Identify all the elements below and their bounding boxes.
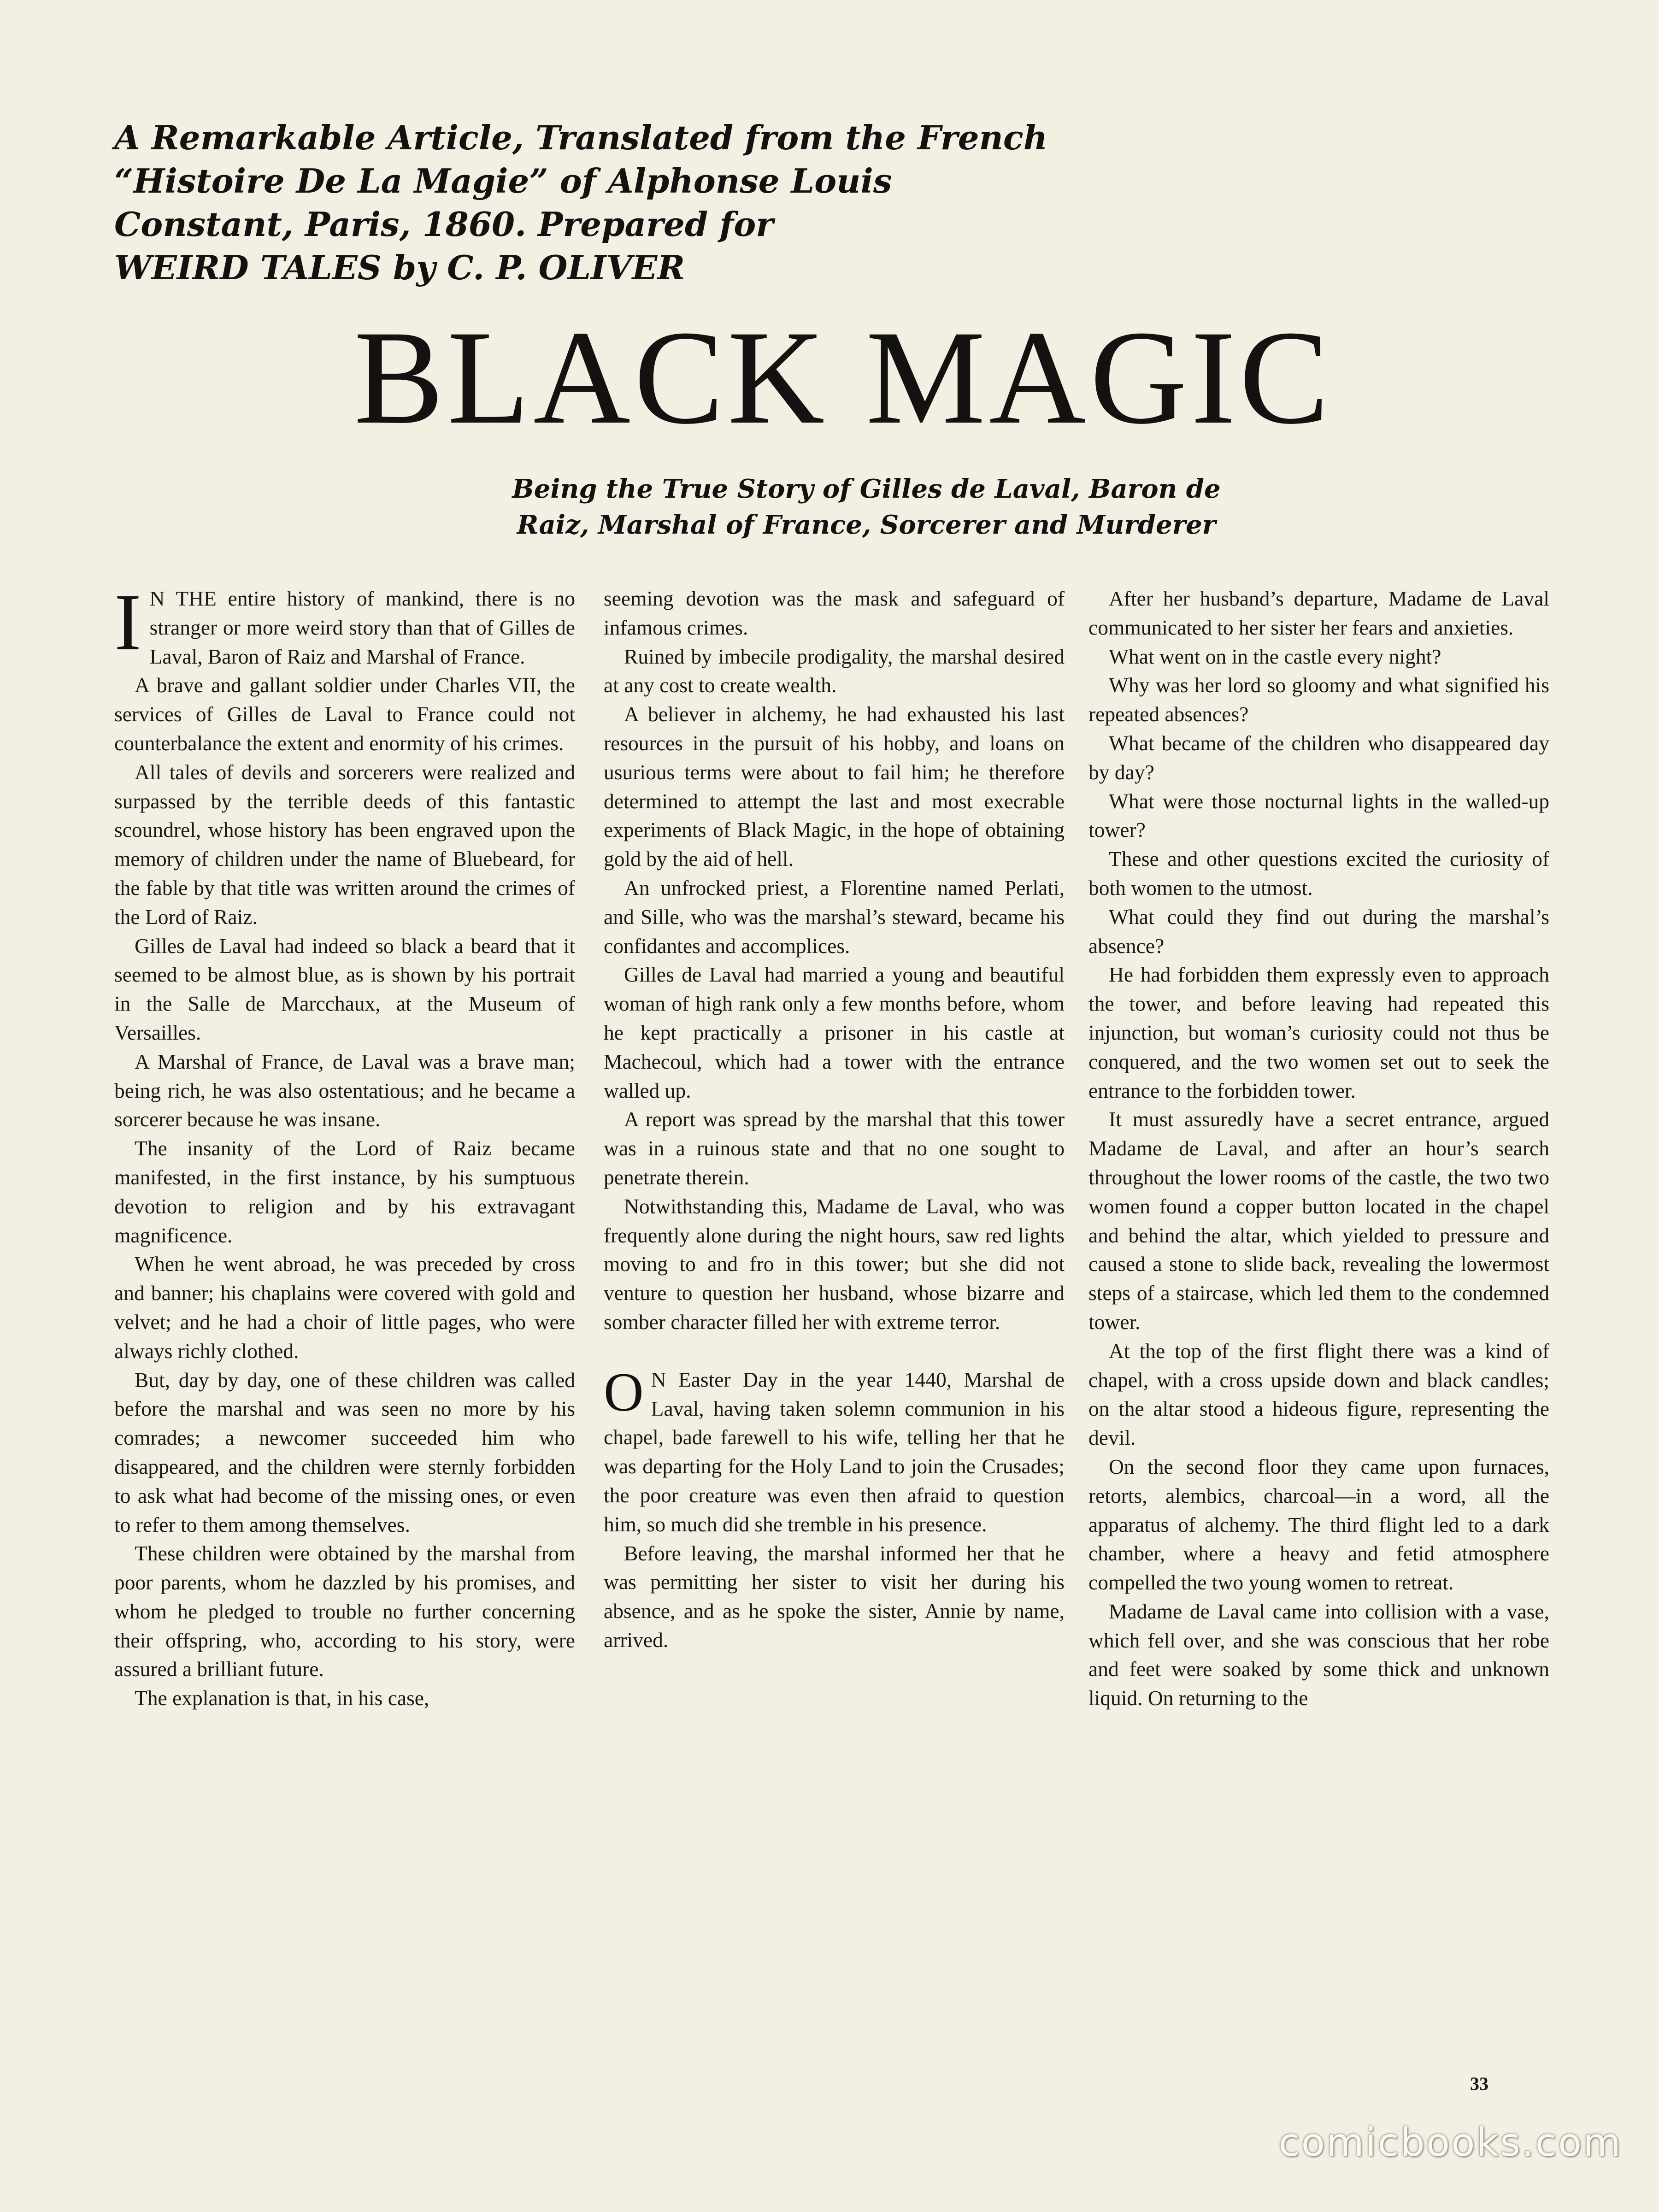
text-column-1 (114, 577, 575, 1713)
paragraph: Before leaving, the marshal informed her that he was permitting her sister to visit her during his absence, and as he spoke the sister, Annie by name, arrived. (604, 1541, 1065, 1652)
paragraph: What were those nocturnal lights in the walled-up tower? (1088, 789, 1549, 842)
article-title: BLACK MAGIC (353, 303, 1333, 452)
intro-blurb (114, 116, 1266, 289)
paragraph: What became of the children who disappeared day by day? (1088, 731, 1549, 784)
paragraph: What could they find out during the marshal’s absence? (1088, 905, 1549, 958)
paragraph: A believer in alchemy, he had exhausted his last resources in the pursuit of his hobby, and loans on usurious terms were about to fail him; he therefore determined to attempt the last and most execrable experiments of Black Magic, in the hope of obtaining gold by the aid of hell. (604, 702, 1065, 871)
paragraph: Gilles de Laval had married a young and beautiful woman of high rank only a few months before, whom he kept practically a prisoner in his castle at Machecoul, which had a tower with the entrance walled up. (604, 963, 1065, 1102)
subtitle-line: Raiz, Marshal of France, Sorcerer and Murderer (517, 510, 1216, 540)
page-number: 33 (1470, 2073, 1488, 2094)
paragraph: It must assuredly have a secret entrance, argued Madame de Laval, and after an hour’s search throughout the lower rooms of the castle, the two two women found a copper button located in the chapel and behind the altar, which yielded to pressure and caused a stone to slide back, revealing the lowermost steps of a staircase, which led them to the condemned tower. (1088, 1107, 1549, 1334)
text-column-2 (604, 584, 1065, 1655)
paragraph: These children were obtained by the marshal from poor parents, whom he dazzled by his promises, and whom he pledged to trouble no further concerning their offspring, who, according to his story, were assured a brilliant future. (114, 1541, 575, 1681)
article-subtitle (406, 471, 1327, 543)
paragraph: What went on in the castle every night? (1109, 644, 1441, 668)
watermark-logo: comicbooks.com (1278, 2120, 1622, 2165)
subtitle-line: Being the True Story of Gilles de Laval, Baron de (512, 474, 1221, 504)
paragraph: The insanity of the Lord of Raiz became manifested, in the first instance, by his sumptuous devotion to religion and by his extravagant magnificence. (114, 1136, 575, 1247)
paragraph: After her husband’s departure, Madame de Laval communicated to her sister her fears and anxieties. (1088, 587, 1549, 639)
intro-line: “Histoire De La Magie” of Alphonse Louis (114, 161, 892, 200)
paragraph: A report was spread by the marshal that this tower was in a ruinous state and that no one sought to penetrate therein. (604, 1107, 1065, 1189)
section-break (604, 1361, 1065, 1539)
paragraph: These and other questions excited the curiosity of both women to the utmost. (1088, 847, 1549, 900)
drop-cap: I (114, 577, 141, 667)
paragraph: seeming devotion was the mask and safeguard of infamous crimes. (604, 587, 1065, 639)
intro-line: WEIRD TALES by C. P. OLIVER (114, 248, 685, 287)
paragraph: An unfrocked priest, a Florentine named Perlati, and Sille, who was the marshal’s steward, became his confidantes and accomplices. (604, 876, 1065, 958)
paragraph: Madame de Laval came into collision with a vase, which fell over, and she was conscious that her robe and feet were soaked by some thick and unknown liquid. On returning to the (1088, 1599, 1549, 1710)
paragraph: The explanation is that, in his case, (135, 1686, 429, 1710)
paragraph: A brave and gallant soldier under Charles VII, the services of Gilles de Laval to France could not counterbalance the extent and enormity of his crimes. (114, 673, 575, 755)
paragraph: Why was her lord so gloomy and what signified his repeated absences? (1088, 673, 1549, 726)
paragraph: He had forbidden them expressly even to approach the tower, and before leaving had repeated this injunction, but woman’s curiosity could not thus be conquered, and the two women set out to seek the entrance to the forbidden tower. (1088, 963, 1549, 1102)
paragraph: Ruined by imbecile prodigality, the marshal desired at any cost to create wealth. (604, 644, 1065, 697)
intro-line: A Remarkable Article, Translated from the French (114, 118, 1048, 157)
paragraph: Gilles de Laval had indeed so black a beard that it seemed to be almost blue, as is shown by his portrait in the Salle de Marcchaux, at the Museum of Versailles. (114, 934, 575, 1044)
paragraph: A Marshal of France, de Laval was a brave man; being rich, he was also ostentatious; and he became a sorcerer because he was insane. (114, 1049, 575, 1131)
paragraph: At the top of the first flight there was a kind of chapel, with a cross upside down and black candles; on the altar stood a hideous figure, representing the devil. (1088, 1339, 1549, 1450)
drop-cap: O (604, 1361, 644, 1423)
paragraph: But, day by day, one of these children was called before the marshal and was seen no more by his comrades; a newcomer succeeded him who disappeared, and the children were sternly forbidden to ask what had become of the missing ones, or even to refer to them among themselves. (114, 1368, 575, 1536)
paragraph: All tales of devils and sorcerers were realized and surpassed by the terrible deeds of this fantastic scoundrel, whose history has been engraved upon the memory of children under the name of Bluebeard, for the fable by that title was written around the crimes of the Lord of Raiz. (114, 760, 575, 929)
paragraph: When he went abroad, he was preceded by cross and banner; his chaplains were covered with gold and velvet; and he had a choir of little pages, who were always richly clothed. (114, 1252, 575, 1363)
paragraph: Notwithstanding this, Madame de Laval, who was frequently alone during the night hours, saw red lights moving to and fro in this tower; but she did not venture to question her husband, whose bizarre and somber character filled her with extreme terror. (604, 1194, 1065, 1334)
paragraph: N Easter Day in the year 1440, Marshal de Laval, having taken solemn communion in his chapel, bade farewell to his wife, telling her that he was departing for the Holy Land to join the Crusades; the poor creature was even then afraid to question him, so much did she tremble in his presence. (604, 1367, 1065, 1536)
paragraph: N THE entire history of mankind, there is no stranger or more weird story than that of Gilles de Laval, Baron of Raiz and Marshal of France. (149, 587, 575, 668)
text-column-3 (1088, 584, 1549, 1713)
paragraph: On the second floor they came upon furnaces, retorts, alembics, charcoal—in a word, all the apparatus of alchemy. The third flight led to a dark chamber, where a heavy and fetid atmosphere compelled the two young women to retreat. (1088, 1454, 1549, 1594)
intro-line: Constant, Paris, 1860. Prepared for (114, 205, 774, 244)
